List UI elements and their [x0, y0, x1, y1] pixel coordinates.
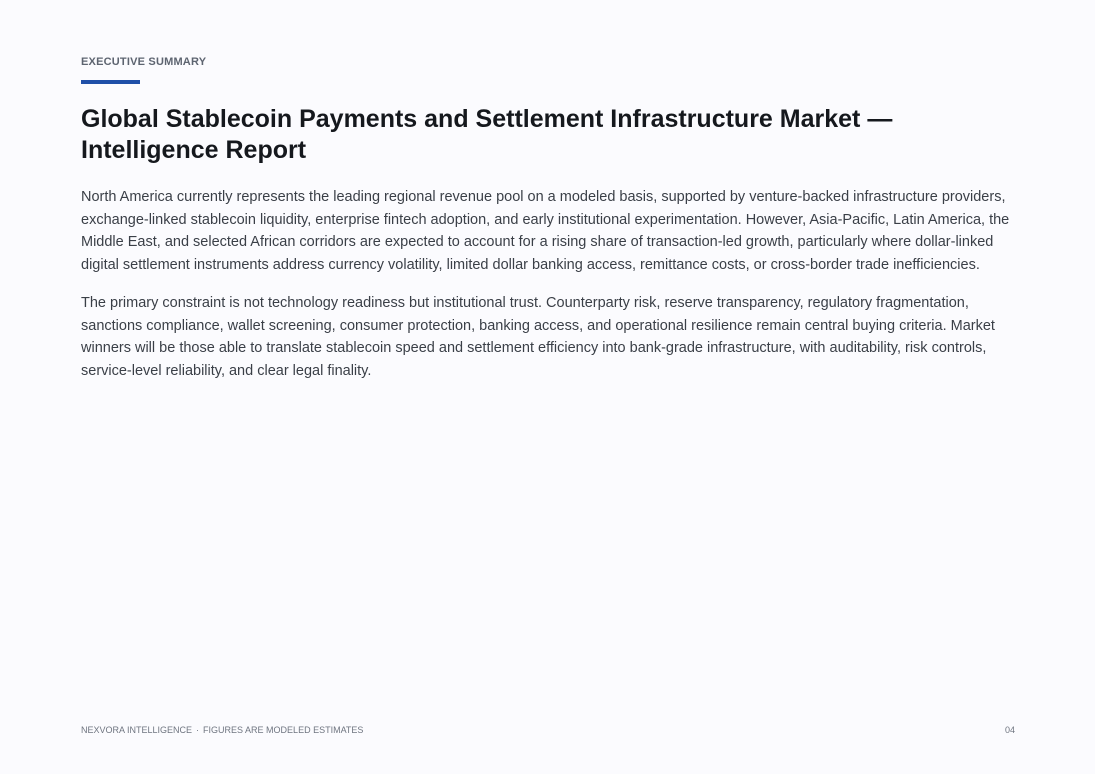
page-footer [81, 725, 1015, 735]
footer-brand: NEXVORA INTELLIGENCE [81, 725, 193, 735]
summary-paragraph-2: The primary constraint is not technology readiness but institutional trust. Counterparty risk, reserve transparency, regulatory fragmentation, sanctions compliance, wallet screening, consumer protection, banking access, and operational resilience remain central buying criteria. Market winners will be those able to translate stablecoin speed and settlement efficiency into bank-grade infrastructure, with auditability, risk controls, service-level reliability, and clear legal finality. [81, 294, 995, 379]
footer-left [81, 725, 363, 735]
page-title: Global Stablecoin Payments and Settlement Infrastructure Market — Intelligence Report [81, 105, 893, 164]
summary-paragraph-1: North America currently represents the leading regional revenue pool on a modeled basis, supported by venture-backed infrastructure providers, exchange-linked stablecoin liquidity, enterprise fintech adoption, and early institutional experimentation. However, Asia-Pacific, Latin America, the Middle East, and selected African corridors are expected to account for a rising share of transaction-led growth, particularly where dollar-linked digital settlement instruments address currency volatility, limited dollar banking access, remittance costs, or cross-border trade inefficiencies. [81, 189, 1010, 274]
report-page [81, 0, 1015, 774]
footer-separator: · [196, 725, 200, 735]
section-label: EXECUTIVE SUMMARY [81, 56, 207, 68]
footer-note: FIGURES ARE MODELED ESTIMATES [203, 725, 364, 735]
accent-bar [81, 80, 140, 84]
page-number: 04 [1004, 725, 1015, 735]
summary-body [81, 186, 1019, 398]
